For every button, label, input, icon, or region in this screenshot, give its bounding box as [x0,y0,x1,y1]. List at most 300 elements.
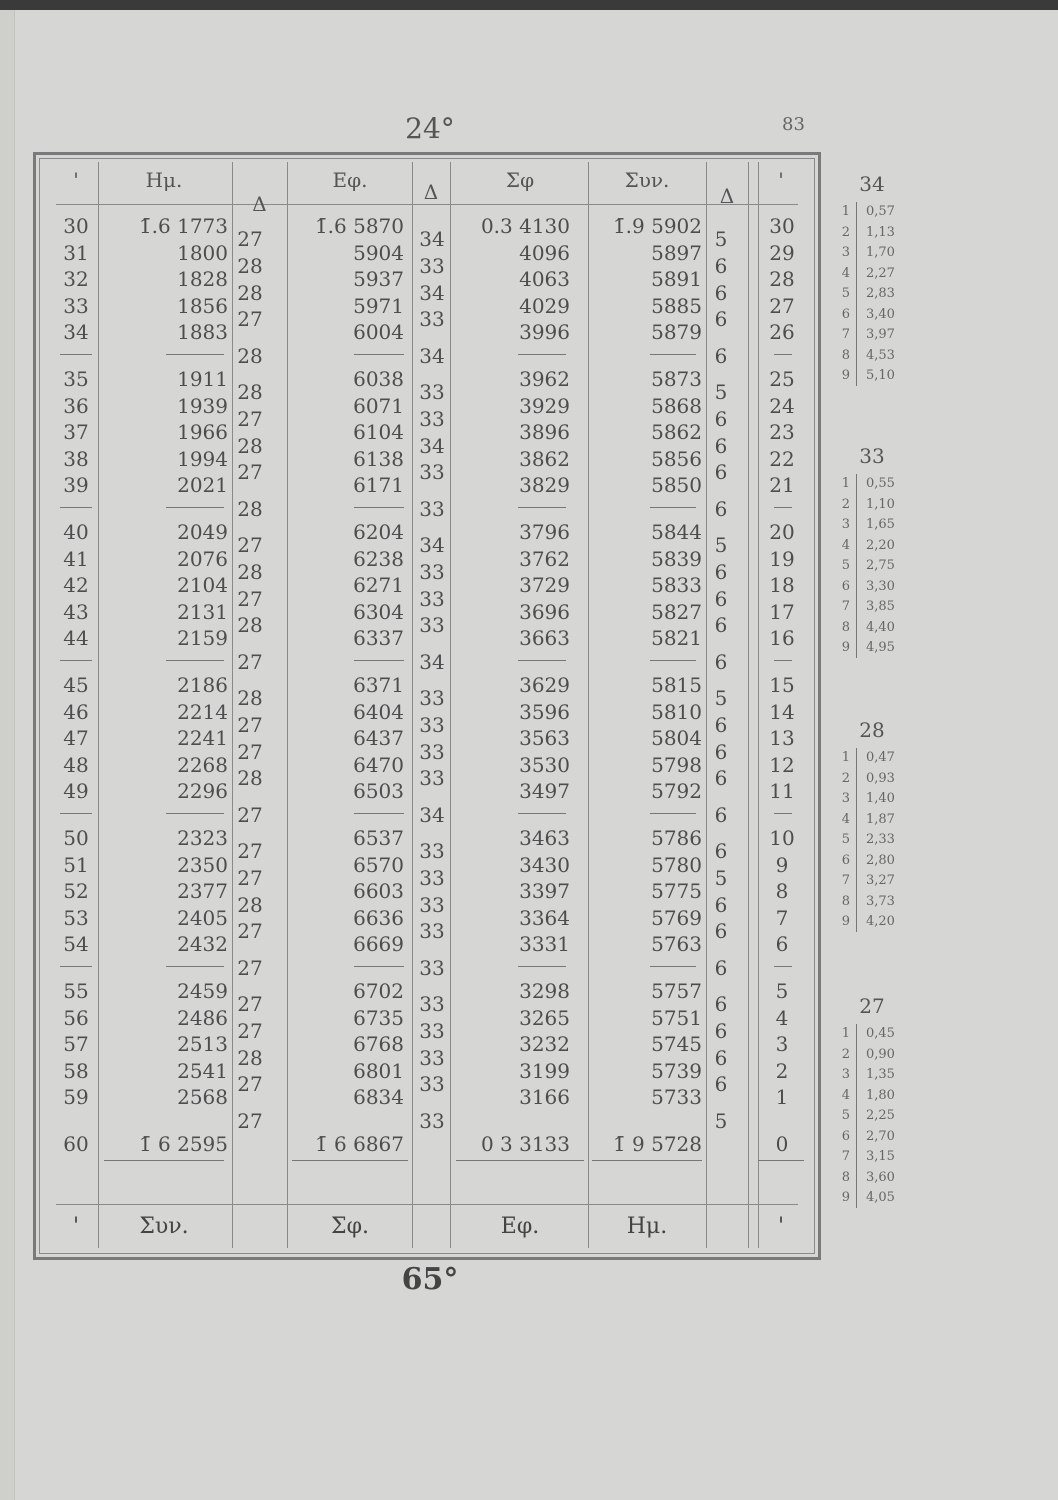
pp-divider [856,474,857,658]
hm-value: 2405 [177,905,228,930]
group-separator [354,966,404,967]
delta-sun-cell: 6 [714,919,728,944]
group-separator [60,507,92,508]
minutes-right-cell: 28 [769,267,795,292]
sf-value: 3629 [519,673,570,697]
minutes-cell: 38 [63,446,89,471]
delta-sun-cell: 5 [714,865,728,890]
delta-hm-cell: 27 [237,865,263,890]
hm-value: 2377 [177,879,228,904]
group-separator [518,966,566,967]
pp-value: 0,90 [866,1046,895,1062]
hm-value: 2432 [177,932,228,957]
page-spine-edge [0,10,15,1500]
pp-index: 4 [841,811,850,827]
delta-hm-cell: 28 [237,686,263,711]
group-separator [774,966,792,967]
group-separator [60,660,92,661]
minutes-right-cell: 12 [769,752,795,777]
pp-value: 1,10 [866,496,895,512]
minutes-cell: 44 [63,626,89,651]
delta-ef-cell: 33 [419,739,445,764]
ef-value: 6437 [353,726,404,751]
group-separator [166,507,224,508]
page-bottom-degree: 65° [401,1262,459,1297]
pp-index: 7 [841,873,850,888]
delta-sun-cell: 6 [714,739,728,764]
group-separator [166,813,224,814]
minutes-right-cell: 6 [775,932,789,957]
sun-value: 5775 [651,879,702,904]
group-separator [518,813,566,814]
sf-value: 4096 [519,240,570,265]
delta-ef-cell: 33 [419,307,445,332]
pp-value: 3,73 [866,893,895,909]
pp-value: 1,40 [866,791,895,806]
hm-value: 2186 [177,673,228,697]
ef-value: 6238 [353,546,404,571]
delta-hm-cell: 27 [237,1108,263,1133]
page-top-degree: 24° [405,112,455,145]
delta-hm-cell: 28 [237,343,263,368]
delta-sun-cell: 5 [714,1108,728,1133]
pp-index: 4 [841,537,850,553]
minutes-right-cell: 0 [775,1132,789,1156]
delta-hm-cell: 27 [237,1018,263,1043]
minutes-right-cell: 8 [775,879,789,904]
delta-ef-cell: 33 [419,892,445,917]
hm-value: 1939 [177,393,228,418]
sf-value: 3563 [519,726,570,751]
last-row-rule [292,1160,408,1161]
pp-index: 2 [841,770,850,786]
hm-value: 2268 [177,752,228,777]
minutes-cell: 42 [63,573,89,598]
delta-ef-cell: 33 [419,919,445,944]
sf-value: 3962 [519,367,570,391]
minutes-right-cell: 16 [769,626,795,651]
sun-value: 5833 [651,573,702,598]
delta-sun-cell: 6 [714,613,728,638]
pp-value: 3,15 [866,1149,895,1164]
hm-value: 2513 [177,1032,228,1057]
minutes-cell: 34 [63,320,89,345]
sf-value: 3829 [519,473,570,498]
sf-value: 3364 [519,905,570,930]
delta-hm-cell: 27 [237,992,263,1017]
minutes-right-cell: 23 [769,420,795,445]
sun-value: 5751 [651,1005,702,1030]
pp-index: 9 [841,368,850,383]
hm-value: 2159 [177,626,228,651]
col-sep [758,162,759,1248]
sun-value: 5798 [651,752,702,777]
minutes-right-cell: 9 [775,852,789,877]
delta-hm-cell: 28 [237,433,263,458]
minutes-right-cell: 26 [769,320,795,345]
hm-value: 2459 [177,979,228,1003]
delta-hm-cell: 27 [237,739,263,764]
group-separator [354,354,404,355]
hm-value: 2568 [177,1085,228,1110]
delta-sun-cell: 6 [714,433,728,458]
delta-hm-cell: 28 [237,559,263,584]
col-sep [412,162,413,1248]
pp-index: 6 [841,306,850,322]
pp-value: 3,97 [866,327,895,342]
delta-hm-cell: 28 [237,496,263,521]
delta-ef-cell: 34 [419,343,445,368]
minutes-cell: 57 [63,1032,89,1057]
group-separator [650,966,696,967]
hm-value: 1̄.6 1773 [138,214,228,238]
sf-value: 3729 [519,573,570,598]
last-row-rule [456,1160,584,1161]
delta-sun-cell: 6 [714,839,728,864]
sf-value: 3696 [519,599,570,624]
pp-index: 3 [841,1067,850,1082]
pp-title: 28 [859,718,885,742]
delta-hm-cell: 27 [237,533,263,558]
minutes-right-cell: 5 [775,979,789,1003]
ef-value: 6603 [353,879,404,904]
delta-hm-cell: 27 [237,406,263,431]
ef-value: 6636 [353,905,404,930]
sf-value: 3896 [519,420,570,445]
delta-hm-cell: 28 [237,253,263,278]
ef-value: 6768 [353,1032,404,1057]
minutes-cell: 50 [63,826,89,850]
minutes-cell: 53 [63,905,89,930]
minutes-right-cell: 14 [769,699,795,724]
minutes-right-cell: 10 [769,826,795,850]
minutes-right-cell: 1 [775,1085,789,1110]
minutes-right-cell: 27 [769,293,795,318]
delta-ef-cell: 33 [419,839,445,864]
pp-value: 3,27 [866,873,895,888]
sun-value: 5897 [651,240,702,265]
top-dark-strip [0,0,1058,10]
ef-value: 6570 [353,852,404,877]
pp-index: 6 [841,1128,850,1144]
delta-sun-cell: 6 [714,712,728,737]
pp-divider [856,1024,857,1208]
delta-sun-cell: 6 [714,307,728,332]
delta-hm-cell: 27 [237,919,263,944]
sf-value: 3430 [519,852,570,877]
pp-index: 8 [841,893,850,909]
pp-value: 0,55 [866,476,895,491]
pp-value: 4,53 [866,347,895,363]
minutes-cell: 60 [63,1132,89,1156]
page-number: 83 [782,114,805,135]
header-minutes-right: ' [778,168,784,192]
delta-ef-cell: 33 [419,406,445,431]
hm-value: 1911 [177,367,228,391]
group-separator [60,813,92,814]
sun-value: 5804 [651,726,702,751]
sun-value: 5739 [651,1058,702,1083]
pp-index: 2 [841,496,850,512]
pp-index: 1 [841,204,850,219]
minutes-right-cell: 13 [769,726,795,751]
delta-ef-cell: 33 [419,955,445,980]
hm-value: 1̄ 6 2595 [138,1132,228,1156]
pp-title: 33 [859,444,885,468]
delta-sun-cell: 6 [714,766,728,791]
delta-ef-cell: 34 [419,280,445,305]
ef-value: 6669 [353,932,404,957]
sun-value: 1̄.9 5902 [612,214,702,238]
pp-index: 3 [841,791,850,806]
pp-value: 0,57 [866,204,895,219]
minutes-cell: 45 [63,673,89,697]
minutes-cell: 32 [63,267,89,292]
sun-value: 5821 [651,626,702,651]
ef-value: 1̄.6 5870 [314,214,404,238]
minutes-cell: 33 [63,293,89,318]
sun-value: 5879 [651,320,702,345]
minutes-cell: 46 [63,699,89,724]
delta-ef-cell: 33 [419,1018,445,1043]
pp-title: 27 [859,994,885,1018]
pp-index: 9 [841,914,850,929]
delta-hm-cell: 27 [237,307,263,332]
delta-hm-cell: 27 [237,460,263,485]
delta-hm-cell: 28 [237,613,263,638]
sf-value: 3862 [519,446,570,471]
sf-value: 3463 [519,826,570,850]
ef-value: 6702 [353,979,404,1003]
sun-value: 5868 [651,393,702,418]
hm-value: 2104 [177,573,228,598]
delta-hm-cell: 27 [237,955,263,980]
pp-index: 6 [841,852,850,868]
delta-ef-cell: 33 [419,380,445,405]
ef-value: 6337 [353,626,404,651]
sun-value: 5839 [651,546,702,571]
ef-value: 6470 [353,752,404,777]
sf-value: 3397 [519,879,570,904]
pp-value: 1,65 [866,517,895,532]
sf-value: 3298 [519,979,570,1003]
pp-value: 2,70 [866,1128,895,1144]
group-separator [774,507,792,508]
delta-sun-cell: 6 [714,496,728,521]
ef-value: 6204 [353,520,404,544]
minutes-cell: 40 [63,520,89,544]
delta-ef-cell: 33 [419,1045,445,1070]
sf-value: 3663 [519,626,570,651]
hm-value: 1883 [177,320,228,345]
delta-ef-cell: 34 [419,649,445,674]
minutes-right-cell: 17 [769,599,795,624]
minutes-right-cell: 11 [769,779,795,804]
col-sep [450,162,451,1248]
delta-sun-cell: 5 [714,686,728,711]
delta-ef-cell: 33 [419,766,445,791]
minutes-cell: 37 [63,420,89,445]
header-delta-3: Δ [719,184,735,208]
pp-index: 7 [841,327,850,342]
delta-sun-cell: 6 [714,992,728,1017]
footer-sun: Συν. [139,1214,189,1239]
pp-value: 4,95 [866,640,895,655]
minutes-right-cell: 21 [769,473,795,498]
minutes-cell: 55 [63,979,89,1003]
ef-value: 6834 [353,1085,404,1110]
minutes-cell: 56 [63,1005,89,1030]
ef-value: 6801 [353,1058,404,1083]
delta-hm-cell: 27 [237,712,263,737]
sun-value: 5850 [651,473,702,498]
pp-index: 6 [841,578,850,594]
pp-value: 2,75 [866,558,895,573]
sf-value: 3199 [519,1058,570,1083]
pp-divider [856,748,857,932]
pp-value: 0,45 [866,1026,895,1041]
hm-value: 2350 [177,852,228,877]
footer-sf: Σφ. [331,1214,369,1239]
group-separator [774,354,792,355]
delta-sun-cell: 6 [714,955,728,980]
delta-hm-cell: 27 [237,649,263,674]
sun-value: 5815 [651,673,702,697]
hm-value: 1966 [177,420,228,445]
delta-hm-cell: 28 [237,892,263,917]
delta-sun-cell: 6 [714,559,728,584]
minutes-cell: 41 [63,546,89,571]
last-row-rule [758,1160,804,1161]
col-sep [287,162,288,1248]
pp-title: 34 [859,172,885,196]
minutes-cell: 58 [63,1058,89,1083]
delta-sun-cell: 6 [714,1072,728,1097]
sun-value: 5757 [651,979,702,1003]
delta-ef-cell: 34 [419,227,445,252]
sf-value: 3166 [519,1085,570,1110]
minutes-right-cell: 30 [769,214,795,238]
group-separator [774,660,792,661]
footer-ef: Εφ. [500,1214,540,1239]
ef-value: 5971 [353,293,404,318]
sun-value: 5827 [651,599,702,624]
pp-index: 5 [841,1108,850,1123]
delta-sun-cell: 6 [714,406,728,431]
minutes-cell: 35 [63,367,89,391]
pp-index: 8 [841,1169,850,1185]
delta-sun-cell: 5 [714,533,728,558]
group-separator [518,507,566,508]
hm-value: 1828 [177,267,228,292]
minutes-right-cell: 18 [769,573,795,598]
delta-sun-cell: 5 [714,380,728,405]
group-separator [354,813,404,814]
delta-sun-cell: 6 [714,343,728,368]
minutes-right-cell: 19 [769,546,795,571]
ef-value: 6171 [353,473,404,498]
delta-sun-cell: 6 [714,1045,728,1070]
delta-sun-cell: 6 [714,802,728,827]
pp-index: 8 [841,347,850,363]
minutes-cell: 51 [63,852,89,877]
delta-ef-cell: 34 [419,533,445,558]
delta-sun-cell: 6 [714,892,728,917]
group-separator [774,813,792,814]
sun-value: 5844 [651,520,702,544]
sun-value: 5885 [651,293,702,318]
group-separator [60,354,92,355]
ef-value: 6038 [353,367,404,391]
ef-value: 6138 [353,446,404,471]
pp-index: 5 [841,558,850,573]
delta-sun-cell: 6 [714,460,728,485]
pp-index: 9 [841,1190,850,1205]
delta-ef-cell: 34 [419,802,445,827]
delta-hm-cell: 28 [237,1045,263,1070]
sf-value: 0.3 4130 [480,214,570,238]
pp-index: 2 [841,224,850,240]
pp-index: 7 [841,599,850,614]
pp-divider [856,202,857,386]
sf-value: 4029 [519,293,570,318]
pp-index: 4 [841,265,850,281]
header-sun: Συν. [624,168,670,192]
pp-value: 3,40 [866,306,895,322]
footer-minutes-right: ' [777,1214,785,1239]
sun-value: 5891 [651,267,702,292]
sf-value: 3762 [519,546,570,571]
header-minutes: ' [73,168,79,192]
sf-value: 3929 [519,393,570,418]
hm-value: 2214 [177,699,228,724]
ef-value: 6503 [353,779,404,804]
pp-value: 3,30 [866,578,895,594]
hm-value: 2486 [177,1005,228,1030]
pp-value: 3,60 [866,1169,895,1185]
footer-rule [56,1204,798,1205]
delta-ef-cell: 33 [419,992,445,1017]
hm-value: 2541 [177,1058,228,1083]
pp-value: 4,20 [866,914,895,929]
sun-value: 5810 [651,699,702,724]
pp-index: 8 [841,619,850,635]
pp-value: 2,20 [866,537,895,553]
last-row-rule [592,1160,702,1161]
sf-value: 3796 [519,520,570,544]
group-separator [354,507,404,508]
minutes-cell: 52 [63,879,89,904]
sun-value: 5745 [651,1032,702,1057]
group-separator [166,354,224,355]
col-sep [588,162,589,1248]
sun-value: 5856 [651,446,702,471]
delta-ef-cell: 33 [419,1108,445,1133]
minutes-cell: 30 [63,214,89,238]
ef-value: 5904 [353,240,404,265]
hm-value: 2241 [177,726,228,751]
delta-sun-cell: 6 [714,253,728,278]
ef-value: 6404 [353,699,404,724]
pp-index: 1 [841,1026,850,1041]
sun-value: 5873 [651,367,702,391]
ef-value: 5937 [353,267,404,292]
delta-hm-cell: 27 [237,802,263,827]
ef-value: 6071 [353,393,404,418]
header-delta-1: Δ [252,192,267,216]
minutes-right-cell: 22 [769,446,795,471]
minutes-cell: 49 [63,779,89,804]
